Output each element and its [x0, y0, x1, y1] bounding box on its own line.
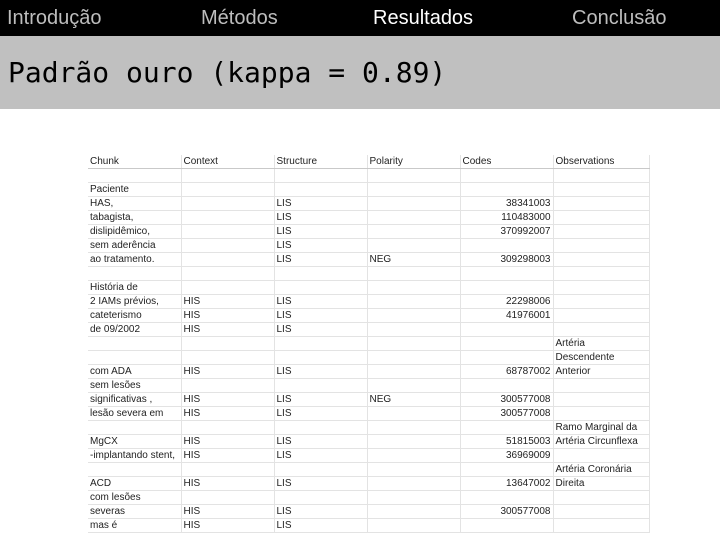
cell-context: HIS [181, 295, 274, 309]
table-row [88, 365, 649, 379]
cell-context: HIS [181, 477, 274, 491]
header-context: Context [181, 155, 274, 169]
cell-observations [553, 505, 649, 519]
cell-polarity [367, 491, 460, 505]
cell-structure: LIS [274, 225, 367, 239]
cell-chunk: mas é [88, 519, 181, 533]
cell-polarity [367, 421, 460, 435]
cell-observations: Anterior [553, 365, 649, 379]
cell-observations [553, 169, 649, 183]
cell-structure [274, 463, 367, 477]
cell-structure: LIS [274, 239, 367, 253]
cell-context: HIS [181, 323, 274, 337]
cell-structure [274, 281, 367, 295]
cell-observations [553, 183, 649, 197]
table-row [88, 309, 649, 323]
cell-context [181, 379, 274, 393]
cell-codes [460, 463, 553, 477]
cell-codes [460, 267, 553, 281]
cell-codes: 22298006 [460, 295, 553, 309]
cell-context [181, 351, 274, 365]
cell-chunk: sem lesões [88, 379, 181, 393]
table-row [88, 351, 649, 365]
table-row [88, 239, 649, 253]
cell-context: HIS [181, 393, 274, 407]
table-row [88, 505, 649, 519]
cell-chunk: dislipidêmico, [88, 225, 181, 239]
cell-chunk: -implantando stent, [88, 449, 181, 463]
cell-chunk: 2 IAMs prévios, [88, 295, 181, 309]
cell-polarity [367, 379, 460, 393]
cell-chunk: lesão severa em [88, 407, 181, 421]
cell-observations [553, 449, 649, 463]
cell-polarity [367, 183, 460, 197]
cell-chunk: HAS, [88, 197, 181, 211]
cell-chunk: História de [88, 281, 181, 295]
cell-chunk: significativas , [88, 393, 181, 407]
cell-chunk: com lesões [88, 491, 181, 505]
cell-structure [274, 169, 367, 183]
cell-codes [460, 281, 553, 295]
cell-polarity [367, 435, 460, 449]
cell-observations [553, 309, 649, 323]
table-row [88, 449, 649, 463]
cell-context [181, 197, 274, 211]
cell-structure: LIS [274, 477, 367, 491]
cell-chunk: Paciente [88, 183, 181, 197]
cell-chunk: sem aderência [88, 239, 181, 253]
cell-context [181, 239, 274, 253]
cell-codes: 68787002 [460, 365, 553, 379]
cell-context [181, 491, 274, 505]
cell-polarity [367, 295, 460, 309]
cell-polarity [367, 477, 460, 491]
nav-item-introducao[interactable]: Introdução [7, 7, 102, 29]
cell-codes [460, 183, 553, 197]
header-chunk: Chunk [88, 155, 181, 169]
cell-structure: LIS [274, 449, 367, 463]
cell-polarity [367, 197, 460, 211]
cell-codes: 110483000 [460, 211, 553, 225]
table-row [88, 295, 649, 309]
slide-title: Padrão ouro (kappa = 0.89) [8, 56, 447, 89]
table-row [88, 267, 649, 281]
cell-chunk: ao tratamento. [88, 253, 181, 267]
cell-structure: LIS [274, 309, 367, 323]
cell-codes [460, 379, 553, 393]
cell-codes: 36969009 [460, 449, 553, 463]
cell-codes: 309298003 [460, 253, 553, 267]
cell-chunk: ACD [88, 477, 181, 491]
table-row [88, 421, 649, 435]
cell-observations [553, 267, 649, 281]
cell-structure: LIS [274, 505, 367, 519]
table-row [88, 281, 649, 295]
cell-chunk [88, 337, 181, 351]
table-row [88, 393, 649, 407]
cell-observations: Ramo Marginal da [553, 421, 649, 435]
cell-structure: LIS [274, 253, 367, 267]
cell-context [181, 253, 274, 267]
cell-structure: LIS [274, 365, 367, 379]
cell-structure: LIS [274, 211, 367, 225]
cell-polarity [367, 323, 460, 337]
cell-observations [553, 253, 649, 267]
cell-observations [553, 407, 649, 421]
cell-chunk: cateterismo [88, 309, 181, 323]
cell-structure: LIS [274, 197, 367, 211]
cell-context [181, 421, 274, 435]
header-observations: Observations [553, 155, 649, 169]
table-header-row [88, 155, 649, 169]
cell-observations: Artéria Coronária [553, 463, 649, 477]
cell-codes: 38341003 [460, 197, 553, 211]
cell-context: HIS [181, 505, 274, 519]
cell-polarity [367, 225, 460, 239]
cell-structure: LIS [274, 407, 367, 421]
cell-observations: Artéria Circunflexa [553, 435, 649, 449]
cell-context [181, 225, 274, 239]
cell-polarity [367, 365, 460, 379]
table-body [88, 169, 649, 533]
cell-structure: LIS [274, 393, 367, 407]
header-codes: Codes [460, 155, 553, 169]
cell-polarity: NEG [367, 393, 460, 407]
cell-chunk: de 09/2002 [88, 323, 181, 337]
cell-context [181, 337, 274, 351]
cell-codes: 41976001 [460, 309, 553, 323]
cell-polarity: NEG [367, 253, 460, 267]
cell-context [181, 281, 274, 295]
cell-polarity [367, 267, 460, 281]
cell-chunk: tabagista, [88, 211, 181, 225]
cell-polarity [367, 309, 460, 323]
cell-observations [553, 225, 649, 239]
header-structure: Structure [274, 155, 367, 169]
cell-codes: 300577008 [460, 407, 553, 421]
cell-polarity [367, 351, 460, 365]
annotation-table [88, 155, 650, 533]
cell-chunk: severas [88, 505, 181, 519]
cell-structure: LIS [274, 295, 367, 309]
cell-context [181, 463, 274, 477]
cell-observations [553, 197, 649, 211]
cell-chunk: MgCX [88, 435, 181, 449]
cell-observations [553, 281, 649, 295]
table-row [88, 477, 649, 491]
cell-chunk [88, 169, 181, 183]
cell-observations: Descendente [553, 351, 649, 365]
cell-structure: LIS [274, 323, 367, 337]
cell-polarity [367, 407, 460, 421]
cell-context [181, 183, 274, 197]
cell-codes: 13647002 [460, 477, 553, 491]
table-row [88, 435, 649, 449]
table-row [88, 491, 649, 505]
table-row [88, 211, 649, 225]
cell-codes: 370992007 [460, 225, 553, 239]
cell-codes [460, 239, 553, 253]
annotation-table-container [88, 155, 649, 531]
nav-item-metodos[interactable]: Métodos [201, 7, 278, 29]
table-row [88, 519, 649, 533]
cell-observations [553, 211, 649, 225]
cell-context [181, 267, 274, 281]
cell-structure: LIS [274, 519, 367, 533]
cell-context: HIS [181, 435, 274, 449]
cell-chunk: com ADA [88, 365, 181, 379]
cell-context: HIS [181, 519, 274, 533]
cell-polarity [367, 463, 460, 477]
cell-codes: 300577008 [460, 393, 553, 407]
cell-context [181, 211, 274, 225]
cell-chunk [88, 463, 181, 477]
cell-chunk [88, 421, 181, 435]
cell-polarity [367, 519, 460, 533]
cell-observations: Direita [553, 477, 649, 491]
cell-observations: Artéria [553, 337, 649, 351]
cell-polarity [367, 239, 460, 253]
cell-chunk [88, 267, 181, 281]
table-row [88, 407, 649, 421]
table-row [88, 379, 649, 393]
cell-observations [553, 393, 649, 407]
cell-observations [553, 239, 649, 253]
cell-context: HIS [181, 407, 274, 421]
table-row [88, 463, 649, 477]
cell-structure: LIS [274, 435, 367, 449]
table-row [88, 197, 649, 211]
cell-chunk [88, 351, 181, 365]
cell-polarity [367, 449, 460, 463]
cell-codes [460, 519, 553, 533]
cell-structure [274, 421, 367, 435]
nav-item-conclusao[interactable]: Conclusão [572, 7, 667, 29]
cell-polarity [367, 169, 460, 183]
table-row [88, 323, 649, 337]
table-row [88, 183, 649, 197]
cell-structure [274, 379, 367, 393]
cell-structure [274, 267, 367, 281]
table-row [88, 253, 649, 267]
table-row [88, 169, 649, 183]
cell-codes [460, 421, 553, 435]
cell-structure [274, 491, 367, 505]
cell-polarity [367, 281, 460, 295]
table-row [88, 225, 649, 239]
nav-item-resultados[interactable]: Resultados [373, 7, 474, 29]
cell-structure [274, 337, 367, 351]
cell-codes [460, 169, 553, 183]
cell-context [181, 169, 274, 183]
cell-codes [460, 323, 553, 337]
top-navigation [0, 0, 720, 36]
cell-context: HIS [181, 365, 274, 379]
cell-observations [553, 519, 649, 533]
cell-codes: 51815003 [460, 435, 553, 449]
cell-polarity [367, 337, 460, 351]
cell-codes [460, 351, 553, 365]
cell-observations [553, 379, 649, 393]
title-bar [0, 36, 720, 109]
header-polarity: Polarity [367, 155, 460, 169]
cell-context: HIS [181, 309, 274, 323]
cell-structure [274, 183, 367, 197]
cell-codes [460, 337, 553, 351]
cell-polarity [367, 505, 460, 519]
cell-context: HIS [181, 449, 274, 463]
cell-codes [460, 491, 553, 505]
cell-structure [274, 351, 367, 365]
cell-codes: 300577008 [460, 505, 553, 519]
cell-observations [553, 323, 649, 337]
table-row [88, 337, 649, 351]
cell-polarity [367, 211, 460, 225]
cell-observations [553, 295, 649, 309]
cell-observations [553, 491, 649, 505]
